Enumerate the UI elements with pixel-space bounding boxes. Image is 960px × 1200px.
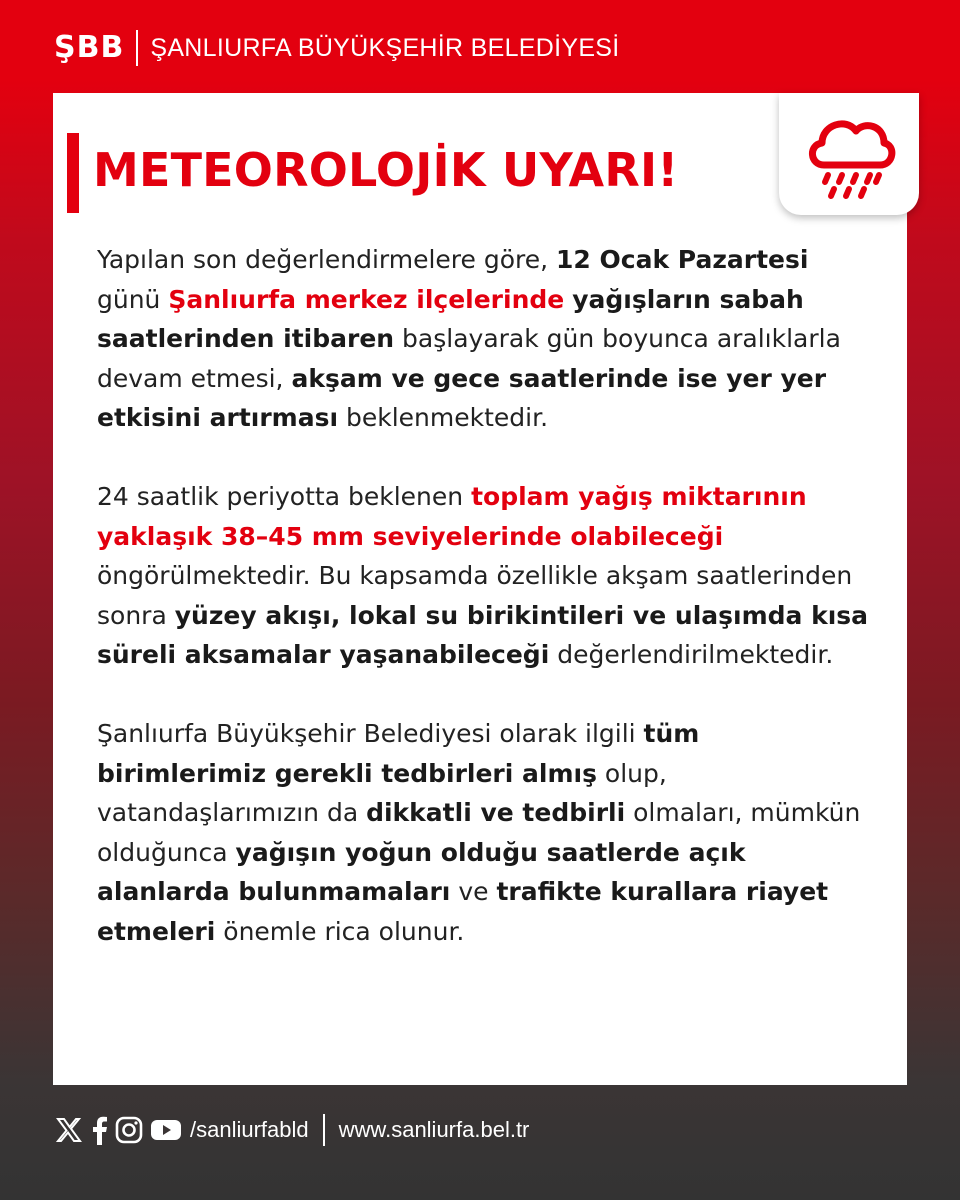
website-link[interactable]: www.sanliurfa.bel.tr — [338, 1117, 530, 1142]
page-title: METEOROLOJİK UYARI! — [93, 143, 679, 197]
text-run: yağışların sabah saatlerinden itibaren — [97, 284, 804, 353]
text-run: Şanlıurfa merkez ilçelerinde — [168, 284, 565, 314]
text-run: ve — [450, 877, 497, 906]
text-run: önemle rica olunur. — [215, 916, 465, 946]
text-run: olup, vatandaşlarımızın da — [97, 758, 667, 827]
text-run: beklenmektedir. — [338, 403, 549, 432]
text-run: değerlendirilmektedir. — [549, 640, 834, 669]
text-run: olmaları, mümkün olduğunca — [97, 798, 861, 867]
instagram-icon[interactable] — [114, 1115, 144, 1145]
text-run: günü — [97, 284, 169, 314]
paragraph-precautions — [97, 714, 877, 951]
header-divider — [136, 30, 138, 66]
text-run: Yapılan son değerlendirmelere göre, — [97, 245, 557, 274]
social-handle[interactable]: /sanliurfabld — [190, 1117, 309, 1142]
footer-divider — [323, 1114, 325, 1146]
text-run: öngörülmektedir. Bu kapsamda özellikle akşam saatlerinden sonra — [97, 561, 853, 630]
text-run: trafikte kurallara riayet etmeleri — [97, 877, 829, 946]
footer — [54, 1108, 529, 1152]
text-run: 12 Ocak Pazartesi — [556, 245, 809, 274]
text-run: tüm birimlerimiz gerekli tedbirleri almış — [97, 719, 700, 788]
text-run: yüzey akışı, lokal su birikintileri ve ulaşımda kısa süreli aksamalar yaşanabileceği — [97, 600, 869, 669]
youtube-icon[interactable] — [150, 1115, 182, 1145]
text-run — [564, 285, 572, 314]
paragraph-rainfall-amount — [97, 477, 877, 675]
text-run: başlayarak gün boyunca aralıklarla devam etmesi, — [97, 324, 841, 393]
facebook-icon[interactable] — [90, 1115, 108, 1145]
announcement-card — [53, 93, 907, 1085]
text-run: akşam ve gece saatlerinde ise yer yer etkisini artırması — [97, 363, 827, 432]
text-run: 24 saatlik periyotta beklenen — [97, 482, 472, 511]
weather-icon-badge — [779, 93, 919, 215]
text-run: yağışın yoğun olduğu saatlerde açık alanlarda bulunmamaları — [97, 837, 746, 906]
text-run: Şanlıurfa Büyükşehir Belediyesi olarak ilgili — [97, 719, 644, 748]
x-icon[interactable] — [54, 1115, 84, 1145]
title-accent-bar — [67, 133, 79, 213]
text-run: toplam yağış miktarının yaklaşık 38–45 mm seviyelerinde olabileceği — [97, 482, 807, 551]
announcement-body — [97, 240, 877, 951]
organization-name: ŞANLIURFA BÜYÜKŞEHİR BELEDİYESİ — [150, 33, 620, 62]
rain-cloud-icon — [794, 99, 904, 209]
sbb-logo: ŞBB — [54, 30, 125, 65]
text-run: dikkatli ve tedbirli — [366, 798, 626, 827]
header — [54, 28, 620, 68]
paragraph-forecast — [97, 240, 877, 438]
